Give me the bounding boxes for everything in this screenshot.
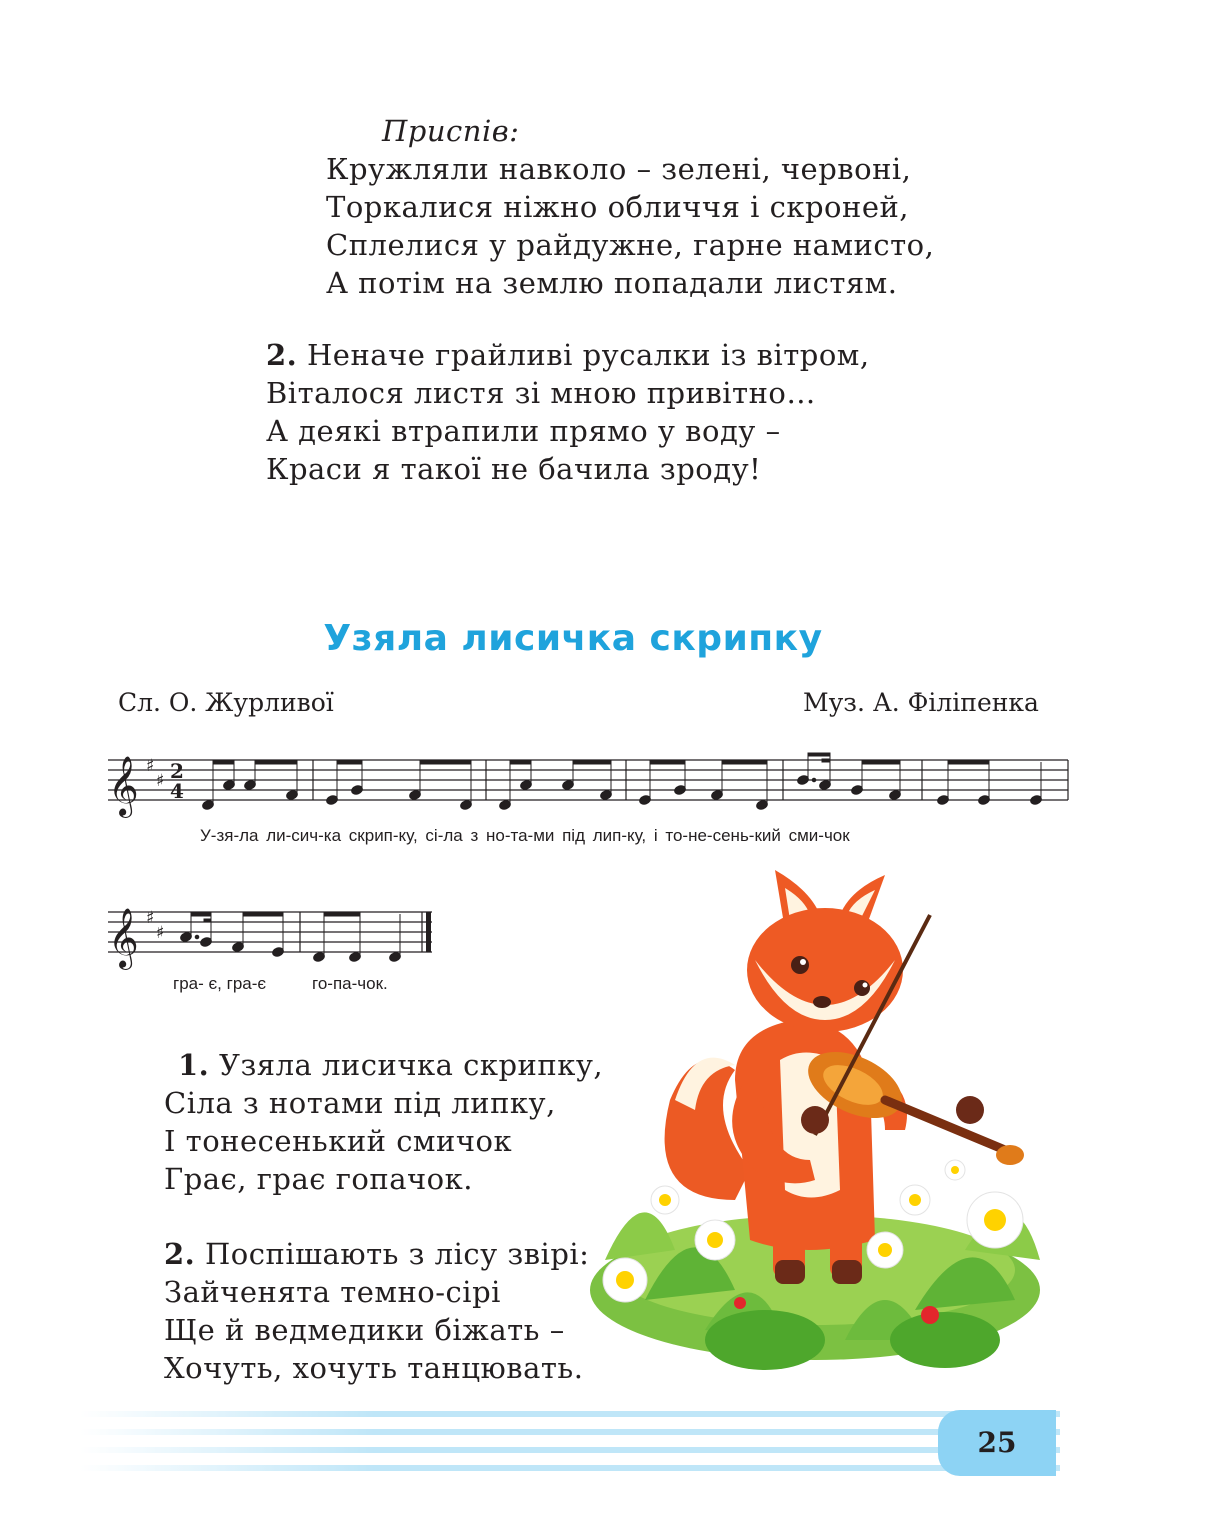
verse-line: А деякі втрапили прямо у воду – — [266, 414, 781, 448]
verse-text: Неначе грайливі русалки із вітром, — [307, 338, 870, 372]
verse-line — [164, 1235, 589, 1273]
lyricist-credit: Сл. О. Журливої — [118, 688, 334, 717]
footer-stripes — [0, 1405, 1060, 1480]
svg-text:♯: ♯ — [156, 771, 165, 791]
verse-number: 2. — [164, 1237, 196, 1271]
svg-text:♯: ♯ — [146, 908, 155, 928]
verse-line: Хочуть, хочуть танцювать. — [164, 1351, 584, 1385]
refrain-line: Кружляли навколо – зелені, червоні, — [326, 152, 912, 186]
verse-line — [266, 336, 870, 374]
score-lyrics-1: У-зя-ла ли-сич-ка скрип-ку, сі-ла з но-та-ми під лип-ку, і то-не-сень-кий сми-чок — [200, 826, 850, 845]
svg-text:♯: ♯ — [156, 923, 165, 943]
verse-number: 2. — [266, 338, 298, 372]
svg-text:2: 2 — [170, 759, 184, 783]
music-staff-2 — [100, 892, 445, 972]
verse-line: Грає, грає гопачок. — [164, 1162, 473, 1196]
refrain-label: Приспів: — [382, 114, 520, 148]
svg-text:♯: ♯ — [146, 756, 155, 776]
verse-line: Віталося листя зі мною привітно… — [266, 376, 816, 410]
song2-verse2 — [164, 1235, 589, 1387]
refrain-line: Сплелися у райдужне, гарне намисто, — [326, 228, 935, 262]
verse-number: 1. — [178, 1048, 210, 1082]
verse-line: Ще й ведмедики біжать – — [164, 1313, 565, 1347]
score-lyrics-2b: го-па-чок. — [312, 974, 388, 993]
composer-credit: Муз. А. Філіпенка — [803, 688, 1039, 717]
verse-line: Краси я такої не бачила зроду! — [266, 452, 762, 486]
song2-verse1 — [164, 1046, 603, 1198]
refrain-block — [326, 112, 934, 302]
verse-line: І тонесенький смичок — [164, 1124, 513, 1158]
verse-line — [164, 1046, 603, 1084]
refrain-line: Торкалися ніжно обличчя і скроней, — [326, 190, 910, 224]
verse-line: Сіла з нотами під липку, — [164, 1086, 556, 1120]
song1-verse2 — [266, 336, 870, 488]
song-title: Узяла лисичка скрипку — [323, 618, 823, 659]
page-number: 25 — [938, 1410, 1056, 1476]
treble-clef-icon: 𝄞 — [108, 756, 139, 816]
music-staff-1 — [100, 740, 1075, 820]
verse-line: Зайченята темно-сірі — [164, 1275, 501, 1309]
svg-text:4: 4 — [170, 779, 184, 803]
treble-clef-icon: 𝄞 — [108, 908, 139, 968]
verse-text: Поспішають з лісу звірі: — [205, 1237, 590, 1271]
refrain-line: А потім на землю попадали листям. — [326, 266, 898, 300]
score-lyrics-2a: гра- є, гра-є — [173, 974, 267, 993]
verse-text: Узяла лисичка скрипку, — [219, 1048, 604, 1082]
fox-violin-illustration — [585, 870, 1055, 1380]
